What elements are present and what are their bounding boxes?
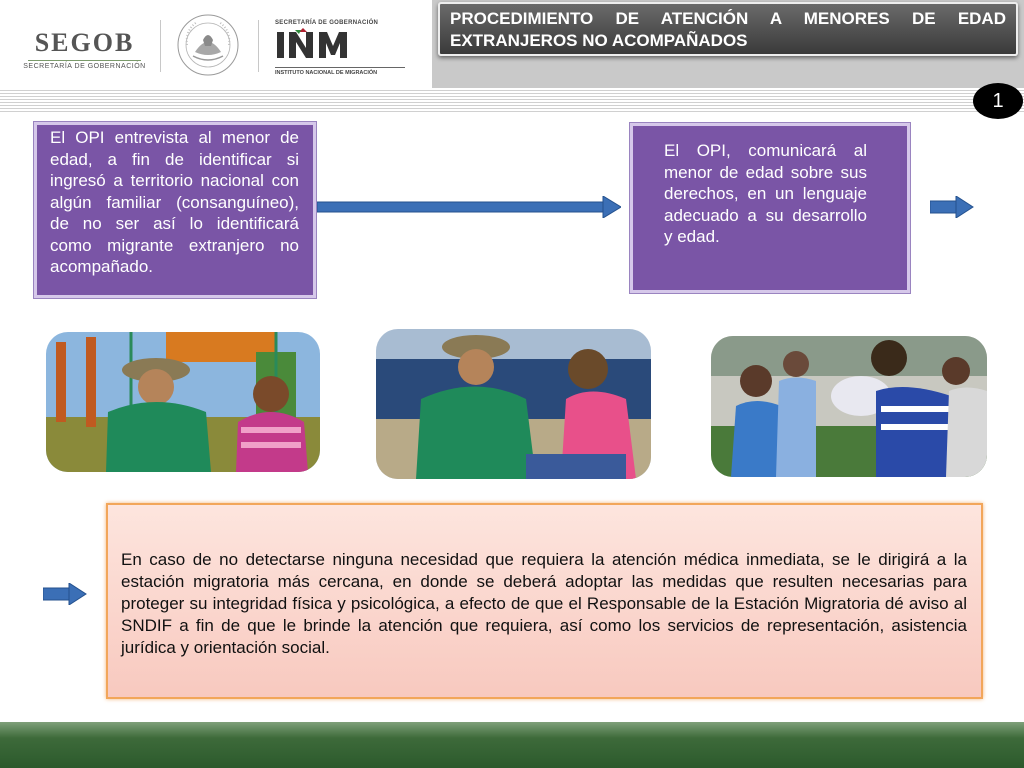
step-1-box: El OPI entrevista al menor de edad, a fin de identificar si ingresó a territorio nacional con algún familiar (consanguíneo), de no ser así lo identificará como migrante extranjero no acompañado. (34, 122, 316, 298)
inm-logo-bottom: INSTITUTO NACIONAL DE MIGRACIÓN (275, 67, 405, 76)
page-title: PROCEDIMIENTO DE ATENCIÓN A MENORES DE EDAD EXTRANJEROS NO ACOMPAÑADOS (438, 2, 1018, 56)
segob-logo-subtitle: SECRETARÍA DE GOBERNACIÓN (23, 63, 146, 70)
photo-officer-with-child (376, 329, 651, 479)
footer-bar (0, 722, 1024, 768)
inm-logo-mark (275, 28, 395, 62)
right-arrow-icon (930, 196, 974, 218)
inm-logo-top: SECRETARÍA DE GOBERNACIÓN (275, 20, 379, 26)
step-3-box: En caso de no detectarse ninguna necesidad que requiera la atención médica inmediata, se le dirigirá a la estación migratoria más cercana, en donde se deberá adoptar las medidas que resulten necesarias para proteger su integridad física y psicológica, a efecto de que el Responsable de la Estación Migratoria dé aviso al SNDIF a fin de que le brinde la atención que requiera, así como los servicios de representación, asistencia jurídica y orientación social. (106, 503, 983, 699)
step-2-box: El OPI, comunicará al menor de edad sobre sus derechos, en un lenguaje adecuado a su desarrollo y edad. (630, 123, 910, 293)
header-logos (0, 0, 432, 88)
right-arrow-icon (317, 196, 621, 218)
right-arrow-icon (43, 583, 87, 605)
photo-officer-with-girl-on-swing (46, 332, 320, 472)
national-seal-icon (173, 12, 243, 78)
header-divider (0, 88, 1024, 114)
slide-number-badge: 1 (973, 83, 1023, 119)
inm-logo (275, 20, 405, 76)
segob-logo (22, 28, 147, 70)
photo-children-group (711, 336, 987, 477)
segob-logo-text: SEGOB (34, 28, 135, 57)
